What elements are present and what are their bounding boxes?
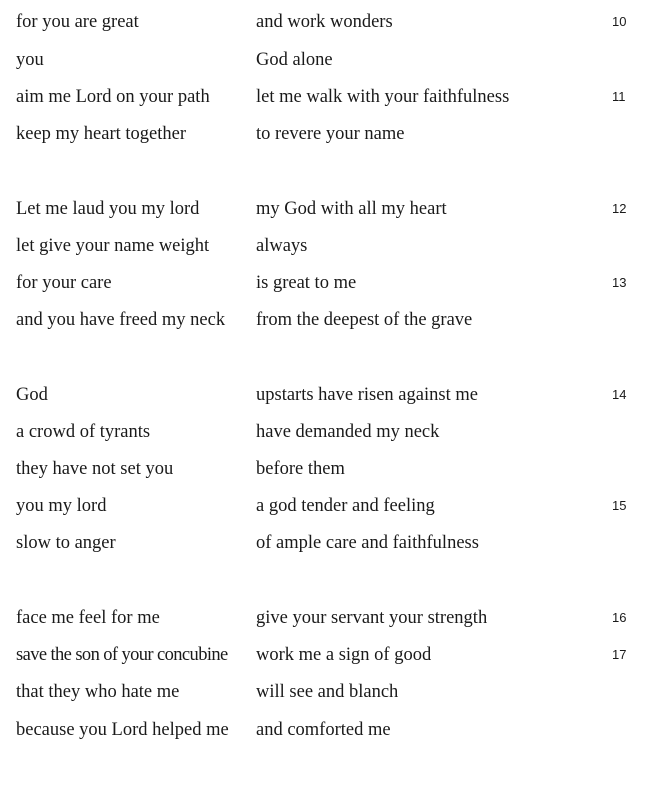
line-left-text: for you are great: [16, 12, 139, 32]
line-right-text: let me walk with your faithfulness: [256, 87, 510, 107]
poem-line: [0, 119, 665, 149]
line-right-text: to revere your name: [256, 124, 405, 144]
poem-line: [0, 82, 665, 112]
line-left-text: slow to anger: [16, 533, 116, 553]
line-right-text: of ample care and faithfulness: [256, 533, 479, 553]
poem-line: [0, 491, 665, 521]
poem-line: [0, 454, 665, 484]
line-right-text: my God with all my heart: [256, 199, 447, 219]
line-right-text: upstarts have risen against me: [256, 385, 478, 405]
verse-number: 16: [612, 610, 627, 625]
poem-line: [0, 194, 665, 224]
line-left-text: aim me Lord on your path: [16, 87, 210, 107]
line-left-text: and you have freed my neck: [16, 310, 226, 330]
poem-line: [0, 715, 665, 745]
line-right-text: work me a sign of good: [256, 645, 432, 665]
poem-line: [0, 603, 665, 633]
line-left-text: a crowd of tyrants: [16, 422, 151, 442]
line-right-text: always: [256, 236, 308, 256]
line-right-text: from the deepest of the grave: [256, 310, 473, 330]
poem-line: [0, 528, 665, 558]
poem-line: [0, 45, 665, 75]
line-left-text: let give your name weight: [16, 236, 210, 256]
line-left-text: for your care: [16, 273, 112, 293]
line-left-text: save the son of your concubine: [16, 645, 228, 665]
line-left-text: God: [16, 385, 48, 405]
line-left-text: you: [16, 50, 44, 70]
verse-number: 15: [612, 498, 627, 513]
verse-number: 10: [612, 14, 627, 29]
poem-line: [0, 417, 665, 447]
line-left-text: keep my heart together: [16, 124, 187, 144]
line-left-text: you my lord: [16, 496, 107, 516]
poem-line: [0, 677, 665, 707]
poem-line: [0, 268, 665, 298]
line-right-text: God alone: [256, 50, 333, 70]
poem-line: [0, 7, 665, 37]
verse-number: 12: [612, 201, 627, 216]
poem-line: [0, 640, 665, 670]
line-right-text: and work wonders: [256, 12, 393, 32]
line-right-text: is great to me: [256, 273, 357, 293]
line-left-text: that they who hate me: [16, 682, 180, 702]
verse-number: 14: [612, 387, 627, 402]
line-left-text: they have not set you: [16, 459, 174, 479]
line-right-text: have demanded my neck: [256, 422, 440, 442]
line-right-text: a god tender and feeling: [256, 496, 435, 516]
verse-number: 17: [612, 647, 627, 662]
line-left-text: Let me laud you my lord: [16, 199, 200, 219]
line-right-text: before them: [256, 459, 345, 479]
poem-line: [0, 380, 665, 410]
line-right-text: give your servant your strength: [256, 608, 488, 628]
poem-line: [0, 231, 665, 261]
line-left-text: face me feel for me: [16, 608, 160, 628]
line-left-text: because you Lord helped me: [16, 720, 229, 740]
verse-number: 11: [612, 89, 626, 104]
line-right-text: and comforted me: [256, 720, 391, 740]
poem-line: [0, 305, 665, 335]
line-right-text: will see and blanch: [256, 682, 399, 702]
verse-number: 13: [612, 275, 627, 290]
